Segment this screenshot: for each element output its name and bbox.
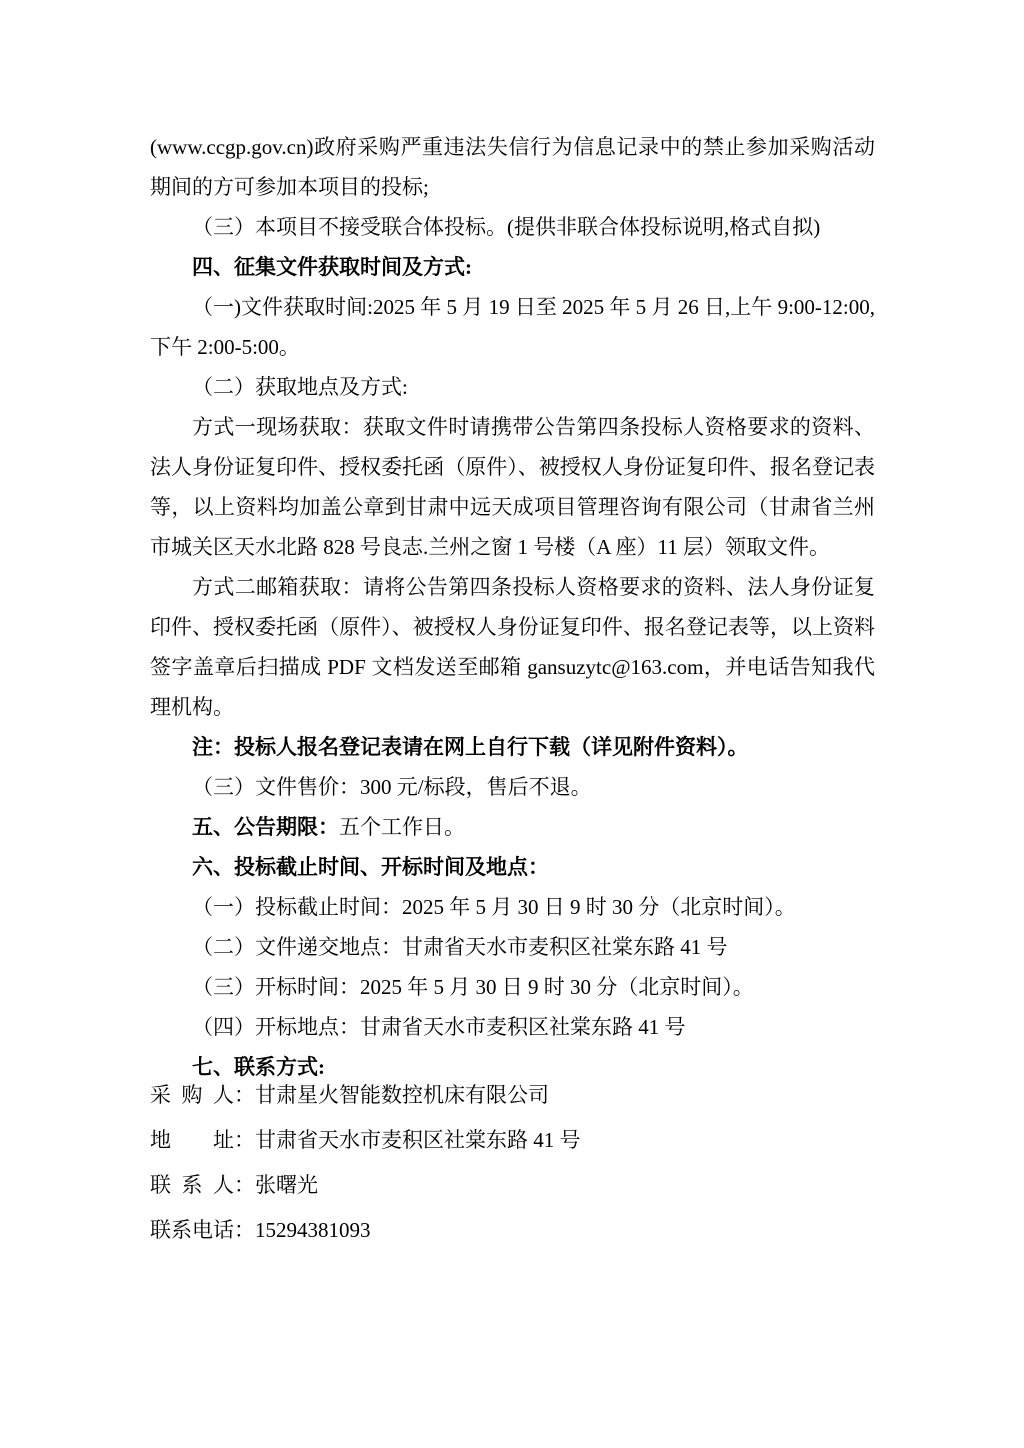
heading-section-6-deadline-and-opening: 六、投标截止时间、开标时间及地点： (192, 855, 549, 879)
heading-section-5-announcement-period: 五、公告期限： (192, 815, 339, 839)
contact-label-person: 联 系 人： (150, 1173, 255, 1197)
contact-row-phone (150, 1210, 875, 1250)
item-6-1-bid-deadline: （一）投标截止时间：2025 年 5 月 30 日 9 时 30 分（北京时间）。 (192, 895, 796, 919)
contact-row-address (150, 1120, 875, 1160)
item-4-2-acquisition-place: （二）获取地点及方式: (192, 375, 408, 399)
announcement-period-value: 五个工作日。 (339, 815, 465, 839)
item-6-3-opening-time: （三）开标时间：2025 年 5 月 30 日 9 时 30 分（北京时间）。 (192, 975, 754, 999)
contact-label-address: 地 址： (150, 1128, 255, 1152)
item-6-2-submission-place: （二）文件递交地点：甘肃省天水市麦积区社棠东路 41 号 (192, 935, 728, 959)
contact-block (150, 1075, 875, 1250)
contact-value-address: 甘肃省天水市麦积区社棠东路 41 号 (255, 1128, 581, 1152)
item-no-joint-bid: （三）本项目不接受联合体投标。(提供非联合体投标说明,格式自拟) (192, 215, 821, 239)
contact-label-purchaser: 采 购 人： (150, 1083, 255, 1107)
item-4-3-document-price: （三）文件售价：300 元/标段，售后不退。 (192, 775, 592, 799)
contact-row-person (150, 1165, 875, 1205)
contact-value-phone: 15294381093 (255, 1218, 371, 1242)
paragraph-credit-record-note: (www.ccgp.gov.cn)政府采购严重违法失信行为信息记录中的禁止参加采购活动期间的方可参加本项目的投标; (150, 135, 875, 199)
heading-section-7-contact: 七、联系方式: (192, 1055, 325, 1079)
item-6-4-opening-place: （四）开标地点：甘肃省天水市麦积区社棠东路 41 号 (192, 1015, 686, 1039)
paragraph-method-1-onsite: 方式一现场获取：获取文件时请携带公告第四条投标人资格要求的资料、法人身份证复印件、授权委托函（原件）、被授权人身份证复印件、报名登记表等，以上资料均加盖公章到甘肃中远天成项目管理咨询有限公司（甘肃省兰州市城关区天水北路 828 号良志.兰州之窗 1 号楼（A 座）11 层）领取文件。 (150, 415, 875, 559)
item-4-1-acquisition-time: （一)文件获取时间:2025 年 5 月 19 日至 2025 年 5 月 26 日,上午 9:00-12:00,下午 2:00-5:00。 (150, 295, 875, 359)
contact-row-purchaser (150, 1075, 875, 1115)
paragraph-registration-note: 注：投标人报名登记表请在网上自行下载（详见附件资料）。 (192, 735, 749, 759)
heading-section-4-document-acquisition: 四、征集文件获取时间及方式: (192, 255, 472, 279)
paragraph-method-2-email: 方式二邮箱获取：请将公告第四条投标人资格要求的资料、法人身份证复印件、授权委托函（原件）、被授权人身份证复印件、报名登记表等，以上资料签字盖章后扫描成 PDF 文档发送至邮箱 gansuzytc@163.com，并电话告知我代理机构。 (150, 575, 875, 719)
line-section-5-announcement-period (150, 807, 875, 847)
contact-value-purchaser: 甘肃星火智能数控机床有限公司 (255, 1083, 549, 1107)
contact-value-person: 张曙光 (255, 1173, 318, 1197)
contact-label-phone: 联系电话： (150, 1218, 255, 1242)
